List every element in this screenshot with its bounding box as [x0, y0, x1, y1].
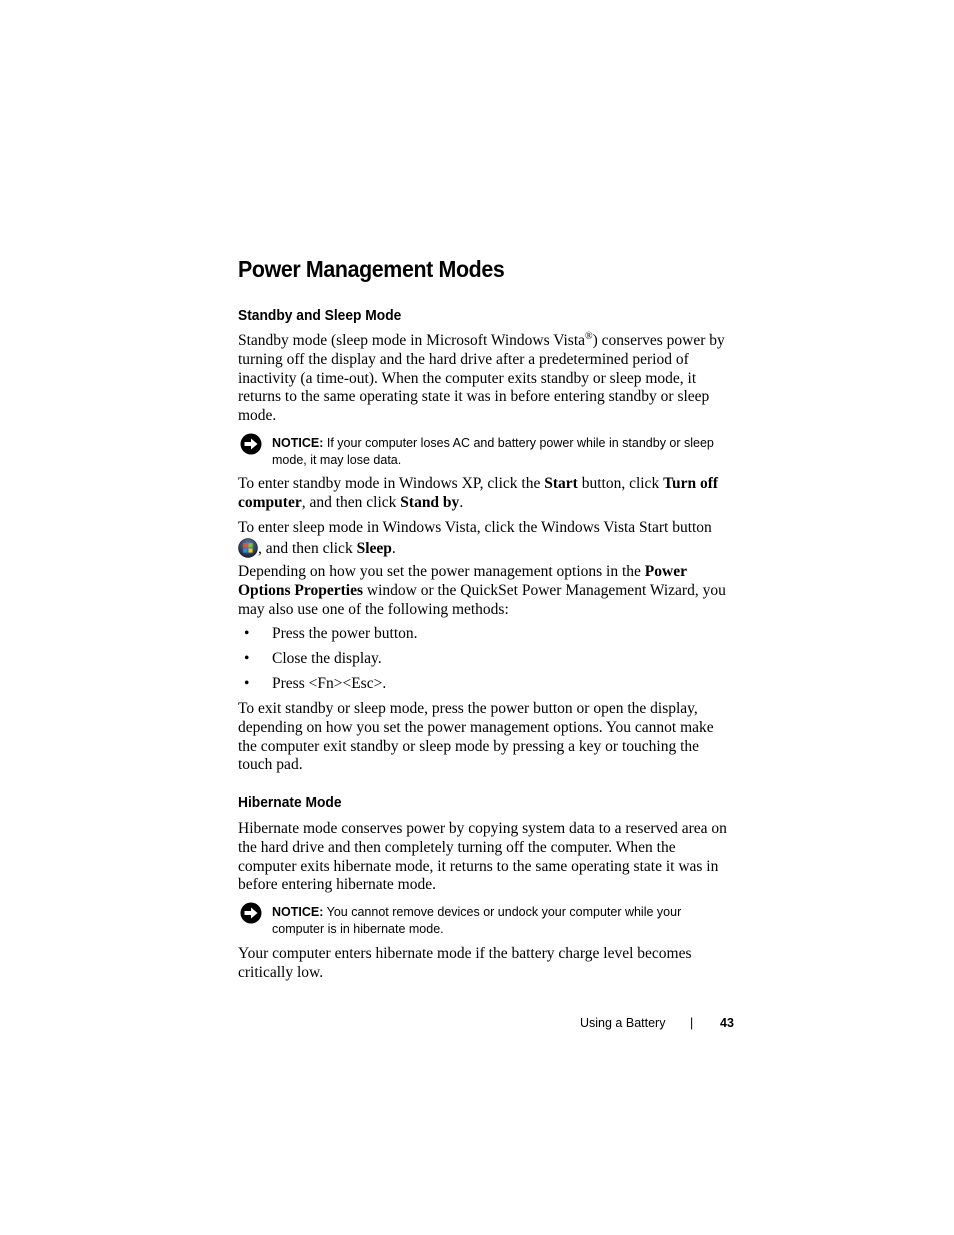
vista-sleep-paragraph: [238, 519, 734, 559]
depending-paragraph: [238, 563, 734, 619]
standby-heading: Standby and Sleep Mode: [238, 307, 402, 324]
page-title: Power Management Modes: [238, 256, 505, 282]
hibernate-intro-paragraph: Hibernate mode conserves power by copying system data to a reserved area on the hard drive and then completely turning off the computer. When the computer exits hibernate mode, it returns to the same operating state it was in before entering hibernate mode.: [238, 820, 727, 894]
sleep-ref: Sleep: [356, 539, 392, 557]
standby-intro-pre: Standby mode (sleep mode in Microsoft Windows Vista: [238, 332, 586, 349]
vista-text-2: , and then click: [258, 539, 357, 557]
turn-off-computer-ref: Turn off computer: [238, 475, 719, 511]
xp-standby-paragraph: [238, 475, 734, 513]
notice-arrow-icon: [240, 433, 262, 455]
depending-text-1: Depending on how you set the power management options in the: [238, 563, 645, 580]
list-item-text: Press <Fn><Esc>.: [272, 675, 387, 692]
list-item-text: Close the display.: [272, 650, 382, 667]
exit-standby-paragraph: To exit standby or sleep mode, press the power button or open the display, depending on how you set the power management options. You cannot make the computer exit standby or sleep mode by pressing a key or touching the touch pad.: [238, 700, 714, 774]
notice-arrow-icon: [240, 902, 262, 924]
xp-text-2: button, click: [577, 475, 664, 492]
list-item-text: Press the power button.: [272, 625, 418, 642]
hibernate-heading: Hibernate Mode: [238, 794, 342, 811]
stand-by-ref: Stand by: [400, 493, 460, 511]
page-number: 43: [720, 1016, 734, 1030]
standby-intro-paragraph: [238, 332, 734, 426]
bullet-mark: •: [244, 675, 250, 692]
depending-text-2: window or the QuickSet Power Management Wizard, you may also use one of the following methods:: [238, 581, 726, 618]
power-options-properties-ref: Power Options Properties: [238, 563, 687, 599]
notice-label: NOTICE:: [272, 905, 324, 919]
vista-text-3: .: [391, 539, 396, 557]
page-footer: [580, 1016, 734, 1030]
hibernate-notice-text: [272, 904, 734, 938]
standby-notice-text: [272, 435, 734, 469]
xp-text-4: .: [459, 493, 464, 511]
bullet-mark: •: [244, 625, 250, 642]
bullet-mark: •: [244, 650, 250, 667]
footer-section-title: Using a Battery: [580, 1016, 666, 1030]
xp-text-1: To enter standby mode in Windows XP, click the: [238, 475, 545, 492]
standby-intro-post: ) conserves power by turning off the display and the hard drive after a predetermined period of inactivity (a time-out). When the computer exits standby or sleep mode, it returns to the same operating state it was in before entering standby or sleep mode.: [238, 332, 725, 425]
vista-text-1: To enter sleep mode in Windows Vista, click the Windows Vista Start button: [238, 519, 712, 536]
xp-text-3: , and then click: [301, 493, 401, 511]
notice-label: NOTICE:: [272, 436, 324, 450]
footer-separator: |: [690, 1016, 694, 1030]
battery-critical-paragraph: Your computer enters hibernate mode if the battery charge level becomes critically low.: [238, 945, 692, 981]
start-menu-ref: Start: [544, 475, 578, 492]
registered-mark: ®: [585, 330, 593, 342]
notice-body: You cannot remove devices or undock your computer while your computer is in hibernate mode.: [272, 905, 682, 936]
windows-vista-start-icon: [238, 538, 258, 558]
notice-body: If your computer loses AC and battery power while in standby or sleep mode, it may lose data.: [272, 436, 714, 467]
